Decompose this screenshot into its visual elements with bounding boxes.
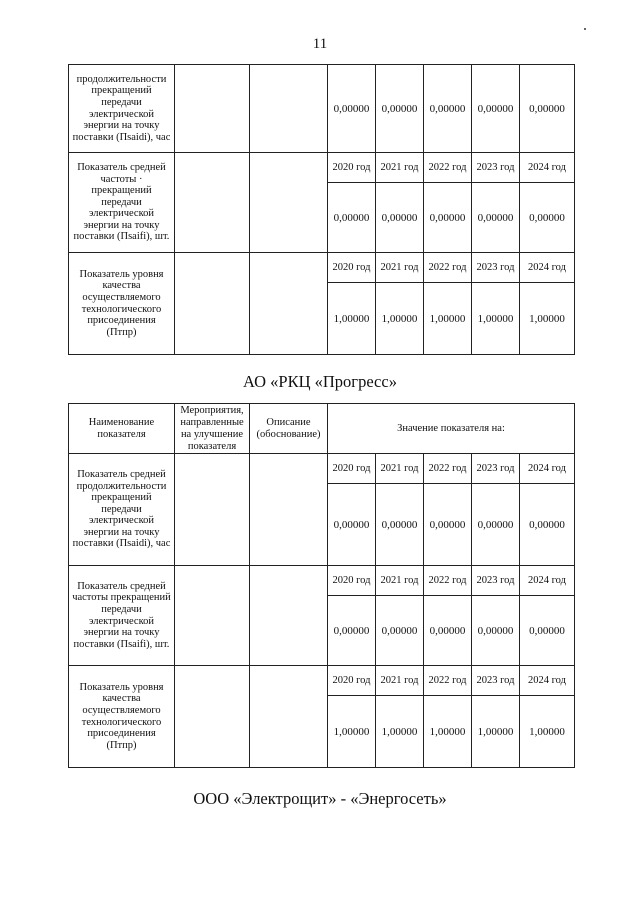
year-label: 2024 год [520,566,575,596]
value-cell: 0,00000 [376,183,424,253]
value-cell: 0,00000 [376,484,424,566]
year-label: 2023 год [472,253,520,283]
value-cell: 0,00000 [424,484,472,566]
value-cell: 1,00000 [520,283,575,355]
description-cell [250,65,328,153]
table-row [69,253,575,283]
value-cell: 0,00000 [424,596,472,666]
value-cell: 1,00000 [328,283,376,355]
top-indicator-table [68,64,575,355]
value-cell: 0,00000 [472,596,520,666]
value-cell: 0,00000 [376,596,424,666]
measures-cell [175,454,250,566]
description-cell [250,666,328,768]
year-label: 2022 год [424,566,472,596]
indicator-name: Показатель средней частоты прекращений передачи электрической энергии на точку поставки (Пsaifi), шт. [69,566,175,666]
description-cell [250,454,328,566]
value-cell: 0,00000 [520,484,575,566]
value-cell: 0,00000 [520,183,575,253]
year-label: 2020 год [328,666,376,696]
scan-speck [584,28,586,30]
year-label: 2024 год [520,253,575,283]
value-cell: 1,00000 [424,696,472,768]
value-cell: 0,00000 [328,183,376,253]
measures-cell [175,153,250,253]
measures-cell [175,253,250,355]
year-label: 2024 год [520,153,575,183]
table-row [69,566,575,596]
year-label: 2020 год [328,454,376,484]
table-row [69,65,575,153]
description-cell [250,253,328,355]
year-label: 2023 год [472,566,520,596]
value-cell: 0,00000 [472,183,520,253]
value-cell: 0,00000 [376,65,424,153]
year-label: 2020 год [328,566,376,596]
value-cell: 0,00000 [472,484,520,566]
table-row [69,454,575,484]
year-label: 2022 год [424,454,472,484]
year-label: 2021 год [376,454,424,484]
value-cell: 1,00000 [376,283,424,355]
page-number: 11 [312,36,328,52]
value-cell: 1,00000 [376,696,424,768]
description-cell [250,153,328,253]
value-cell: 1,00000 [520,696,575,768]
table-row [69,153,575,183]
header-values: Значение показателя на: [328,404,575,454]
description-cell [250,566,328,666]
value-cell: 0,00000 [424,65,472,153]
indicator-name: Показатель уровня качества осуществляемого технологического присоединения (Птпр) [69,666,175,768]
year-label: 2023 год [472,666,520,696]
value-cell: 0,00000 [424,183,472,253]
year-label: 2023 год [472,153,520,183]
year-label: 2020 год [328,153,376,183]
header-description: Описание (обоснование) [250,404,328,454]
year-label: 2020 год [328,253,376,283]
value-cell: 1,00000 [472,283,520,355]
value-cell: 1,00000 [424,283,472,355]
value-cell: 0,00000 [328,65,376,153]
year-label: 2022 год [424,666,472,696]
value-cell: 0,00000 [520,596,575,666]
organization-title: АО «РКЦ «Прогресс» [243,372,397,391]
organization-title: ООО «Электрощит» - «Энергосеть» [193,789,447,808]
year-label: 2024 год [520,666,575,696]
value-cell: 0,00000 [472,65,520,153]
value-cell: 0,00000 [520,65,575,153]
year-label: 2023 год [472,454,520,484]
measures-cell [175,566,250,666]
value-cell: 0,00000 [328,596,376,666]
value-cell: 1,00000 [328,696,376,768]
year-label: 2022 год [424,153,472,183]
year-label: 2021 год [376,253,424,283]
header-indicator-name: Наименование показателя [69,404,175,454]
year-label: 2024 год [520,454,575,484]
value-cell: 1,00000 [472,696,520,768]
indicator-name: Показатель средней частоты · прекращений передачи электрической энергии на точку поставки (Пsaifi), шт. [69,153,175,253]
progress-indicator-table [68,403,575,768]
year-label: 2022 год [424,253,472,283]
measures-cell [175,65,250,153]
year-label: 2021 год [376,666,424,696]
table-header-row [69,404,575,454]
year-label: 2021 год [376,153,424,183]
indicator-name: Показатель средней продолжительности прекращений передачи электрической энергии на точку поставки (Пsaidi), час [69,454,175,566]
table-row [69,666,575,696]
header-measures: Мероприятия, направленные на улучшение показателя [175,404,250,454]
indicator-name: продолжительности прекращений передачи электрической энергии на точку поставки (Пsaidi), час [69,65,175,153]
year-label: 2021 год [376,566,424,596]
value-cell: 0,00000 [328,484,376,566]
indicator-name: Показатель уровня качества осуществляемого технологического присоединения (Птпр) [69,253,175,355]
measures-cell [175,666,250,768]
